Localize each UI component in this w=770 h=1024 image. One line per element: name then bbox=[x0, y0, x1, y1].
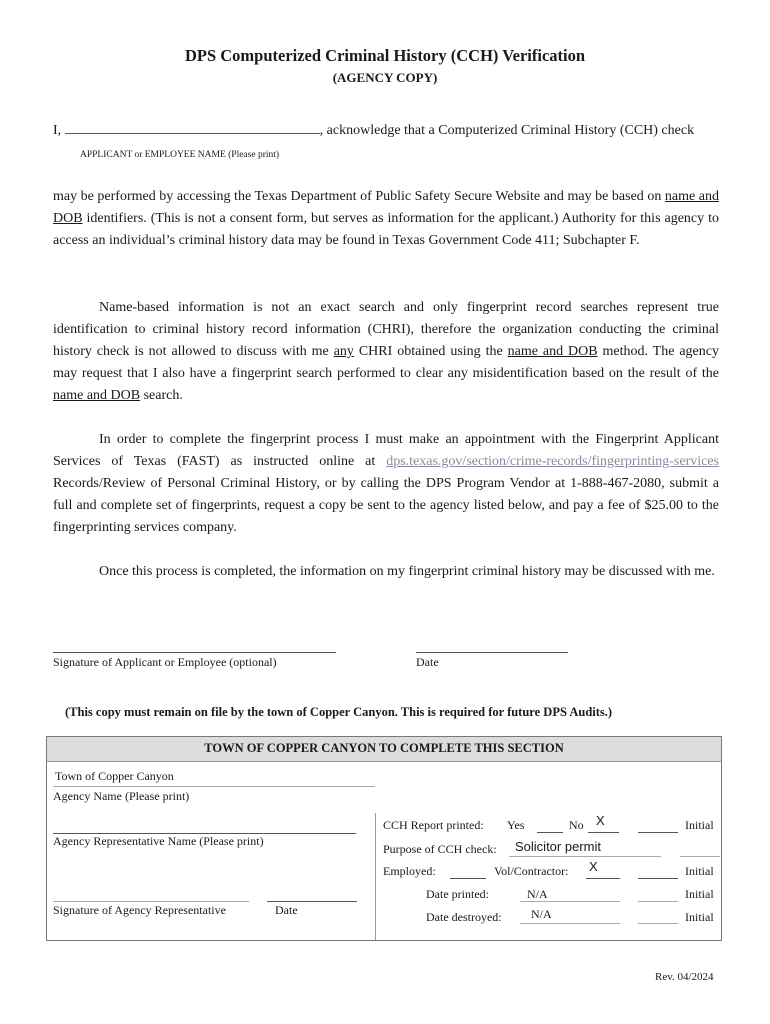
no-checkmark: X bbox=[596, 813, 605, 828]
applicant-name-caption: APPLICANT or EMPLOYEE NAME (Please print) bbox=[80, 150, 280, 160]
no-field[interactable] bbox=[588, 831, 619, 833]
agency-name-line bbox=[53, 786, 375, 787]
vol-contractor-field[interactable] bbox=[586, 877, 620, 879]
date-destroyed-label: Date destroyed: bbox=[426, 910, 502, 924]
no-label: No bbox=[569, 818, 584, 832]
applicant-date-label: Date bbox=[416, 655, 439, 669]
applicant-date-field[interactable] bbox=[416, 651, 568, 653]
employed-field[interactable] bbox=[450, 877, 486, 879]
date-destroyed-initial-field[interactable] bbox=[638, 923, 678, 924]
paragraph-once-completed: Once this process is completed, the information on my fingerprint criminal history may be discussed with me. bbox=[99, 564, 715, 579]
purpose-initial-line bbox=[680, 856, 720, 857]
vol-contractor-label: Vol/Contractor: bbox=[494, 864, 569, 878]
agency-name-label: Agency Name (Please print) bbox=[53, 789, 190, 803]
p3-text-2: Records/Review of Personal Criminal History, or by calling the DPS Program Vendor at 1-888-467-2080, submit a full and complete set of fingerprints, request a copy be sent to the agency listed below, and pay a fee of $25.00 to the fingerprinting services company. bbox=[53, 476, 719, 535]
paragraph-authority bbox=[53, 186, 719, 252]
audit-notice: (This copy must remain on file by the town of Copper Canyon. This is required for future DPS Audits.) bbox=[65, 705, 613, 719]
header-divider bbox=[47, 761, 721, 762]
yes-field[interactable] bbox=[537, 831, 563, 833]
acknowledge-line bbox=[53, 120, 733, 142]
p2-text-1: Name-based information is not an exact search and only fingerprint record searches represent true identification to criminal history record information (CHRI), therefore the organization conducting the criminal history check is not allowed to discuss with me bbox=[53, 300, 719, 359]
paragraph-name-based bbox=[53, 297, 719, 407]
agency-rep-signature-field[interactable] bbox=[53, 901, 249, 902]
employed-initial-field[interactable] bbox=[638, 877, 678, 879]
employed-label: Employed: bbox=[383, 864, 436, 878]
date-printed-initial-label: Initial bbox=[685, 887, 714, 901]
employed-initial-label: Initial bbox=[685, 864, 714, 878]
applicant-name-field[interactable] bbox=[65, 121, 320, 134]
agency-name-value[interactable]: Town of Copper Canyon bbox=[55, 769, 174, 783]
vol-checkmark: X bbox=[589, 859, 598, 874]
p2-text-4: search. bbox=[140, 388, 183, 403]
date-printed-label: Date printed: bbox=[426, 887, 489, 901]
p2-underlined-2: name and DOB bbox=[53, 388, 141, 403]
town-section-heading: TOWN OF COPPER CANYON TO COMPLETE THIS SECTION bbox=[204, 741, 564, 755]
fast-website-link[interactable]: dps.texas.gov/section/crime-records/fingerprinting-services bbox=[386, 454, 719, 469]
agency-rep-date-label: Date bbox=[275, 903, 298, 917]
page-subtitle: (AGENCY COPY) bbox=[332, 70, 438, 85]
p2-text-3: method. The agency may request that I also have a fingerprint search performed to clear any misidentification based on the result of the bbox=[53, 344, 719, 381]
p1-underlined: name and DOB bbox=[53, 189, 719, 226]
cch-printed-label: CCH Report printed: bbox=[383, 818, 484, 832]
p2-text-2: CHRI obtained using the bbox=[353, 344, 508, 359]
column-divider bbox=[375, 813, 376, 940]
applicant-signature-field[interactable] bbox=[53, 651, 336, 653]
p3-text-1: In order to complete the fingerprint process I must make an appointment with the Fingerprint Applicant Services of Texas (FAST) as instructed online at bbox=[53, 432, 719, 469]
purpose-label: Purpose of CCH check: bbox=[383, 842, 497, 856]
p1-text-1: may be performed by accessing the Texas Department of Public Safety Secure Website and may be based on bbox=[53, 189, 665, 204]
cch-initial-label: Initial bbox=[685, 818, 714, 832]
cch-initial-field[interactable] bbox=[638, 831, 678, 833]
p2-underlined-any: any bbox=[333, 344, 354, 359]
agency-rep-signature-label: Signature of Agency Representative bbox=[53, 903, 226, 917]
p2-underlined-1: name and DOB bbox=[507, 344, 598, 359]
yes-label: Yes bbox=[507, 818, 525, 832]
date-destroyed-value[interactable]: N/A bbox=[531, 907, 552, 921]
revision-label: Rev. 04/2024 bbox=[655, 971, 714, 983]
date-printed-initial-field[interactable] bbox=[638, 901, 678, 902]
date-printed-value[interactable]: N/A bbox=[527, 887, 548, 901]
acknowledge-suffix: , acknowledge that a Computerized Criminal History (CCH) check bbox=[319, 123, 695, 138]
date-printed-line bbox=[520, 901, 620, 902]
p1-text-2: identifiers. (This is not a consent form, but serves as information for the applicant.) Authority for this agency to access an individual’s criminal history data may be found in Texas Government Code 411; Subchapter F. bbox=[53, 211, 719, 248]
date-destroyed-line bbox=[520, 923, 620, 924]
date-destroyed-initial-label: Initial bbox=[685, 910, 714, 924]
acknowledge-prefix: I, bbox=[53, 123, 62, 138]
agency-rep-name-label: Agency Representative Name (Please print) bbox=[53, 834, 264, 848]
purpose-value[interactable]: Solicitor permit bbox=[515, 839, 601, 854]
agency-rep-date-field[interactable] bbox=[267, 901, 357, 902]
applicant-signature-label: Signature of Applicant or Employee (optional) bbox=[53, 655, 277, 669]
purpose-line bbox=[509, 856, 661, 857]
page-title: DPS Computerized Criminal History (CCH) Verification bbox=[184, 46, 586, 65]
paragraph-fingerprint bbox=[53, 429, 719, 539]
